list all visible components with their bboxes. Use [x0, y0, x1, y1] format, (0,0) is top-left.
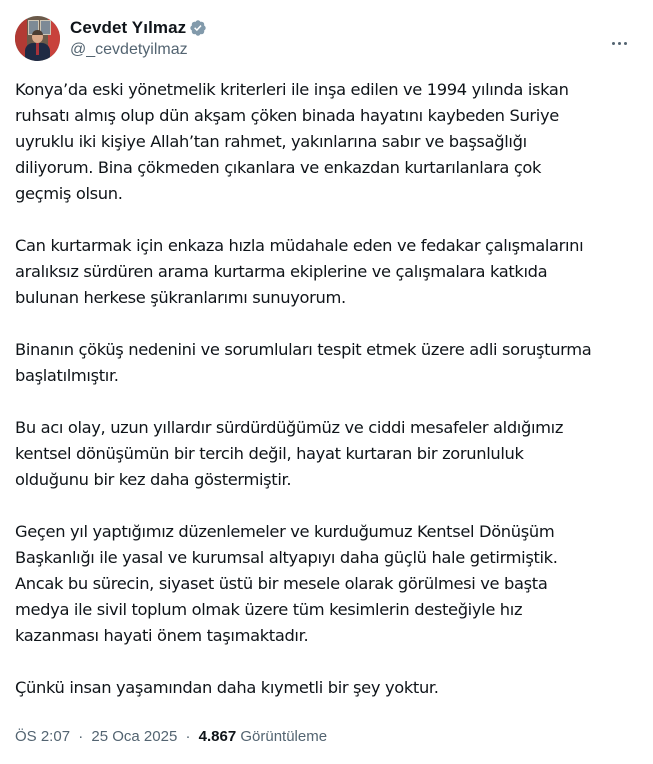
tweet-time[interactable]: ÖS 2:07: [15, 728, 71, 745]
text-line: kazanması hayati önem taşımaktadır.: [15, 626, 309, 645]
tweet-header: [15, 14, 643, 62]
text-line: Can kurtarmak için enkaza hızla müdahale eden ve fedakar çalışmalarını: [15, 236, 584, 255]
tweet-paragraph: [15, 415, 633, 493]
more-horizontal-icon-dot: [612, 42, 615, 45]
display-name[interactable]: Cevdet Yılmaz: [70, 18, 187, 37]
tweet-date[interactable]: 25 Oca 2025: [91, 728, 178, 745]
avatar[interactable]: [15, 16, 60, 61]
text-line: bulunan herkese şükranlarımı sunuyorum.: [15, 288, 346, 307]
more-horizontal-icon-dot: [624, 42, 627, 45]
text-line: aralıksız sürdüren arama kurtarma ekiplerine ve çalışmalara katkıda: [15, 262, 548, 281]
text-line: diliyorum. Bina çökmeden çıkanlara ve enkazdan kurtarılanlara çok: [15, 158, 542, 177]
text-line: ruhsatı almış olup dün akşam çöken binada hayatını kaybeden Suriye: [15, 106, 559, 125]
tweet-paragraph: [15, 233, 633, 311]
text-line: Çünkü insan yaşamından daha kıymetli bir şey yoktur.: [15, 678, 439, 697]
text-line: olduğunu bir kez daha göstermiştir.: [15, 470, 292, 489]
user-info: [70, 17, 207, 59]
separator: ·: [78, 728, 84, 745]
text-line: Bu acı olay, uzun yıllardır sürdürdüğümüz ve ciddi mesafeler aldığımız: [15, 418, 564, 437]
text-line: geçmiş olsun.: [15, 184, 123, 203]
separator: ·: [185, 728, 191, 745]
text-line: Başkanlığı ile yasal ve kurumsal altyapıyı daha güçlü hale getirmiştik.: [15, 548, 558, 567]
more-options-button[interactable]: [605, 32, 633, 54]
tweet-paragraph: [15, 337, 633, 389]
tweet-text: [15, 77, 633, 727]
text-line: Konya’da eski yönetmelik kriterleri ile inşa edilen ve 1994 yılında iskan: [15, 80, 569, 99]
text-line: Geçen yıl yaptığımız düzenlemeler ve kurduğumuz Kentsel Dönüşüm: [15, 522, 555, 541]
views-label: Görüntüleme: [240, 728, 328, 745]
text-line: medya ile sivil toplum olmak üzere tüm kesimlerin desteğiyle hız: [15, 600, 523, 619]
tweet-paragraph: [15, 519, 633, 649]
text-line: kentsel dönüşümün bir tercih değil, hayat kurtaran bir zorunluluk: [15, 444, 524, 463]
text-line: uyruklu iki kişiye Allah’tan rahmet, yakınlarına sabır ve başsağlığı: [15, 132, 527, 151]
text-line: Ancak bu sürecin, siyaset üstü bir mesele olarak görülmesi ve başta: [15, 574, 548, 593]
text-line: Binanın çöküş nedenini ve sorumluları tespit etmek üzere adli soruşturma: [15, 340, 592, 359]
more-horizontal-icon-dot: [618, 42, 621, 45]
tweet-paragraph: [15, 675, 633, 701]
tweet-paragraph: [15, 77, 633, 207]
avatar-tie: [36, 43, 39, 55]
verified-badge-icon[interactable]: [189, 19, 207, 37]
text-line: başlatılmıştır.: [15, 366, 119, 385]
user-handle[interactable]: @_cevdetyilmaz: [70, 41, 188, 58]
views-count[interactable]: 4.867: [198, 728, 237, 745]
tweet-meta: [15, 728, 327, 745]
name-row: [70, 17, 207, 39]
